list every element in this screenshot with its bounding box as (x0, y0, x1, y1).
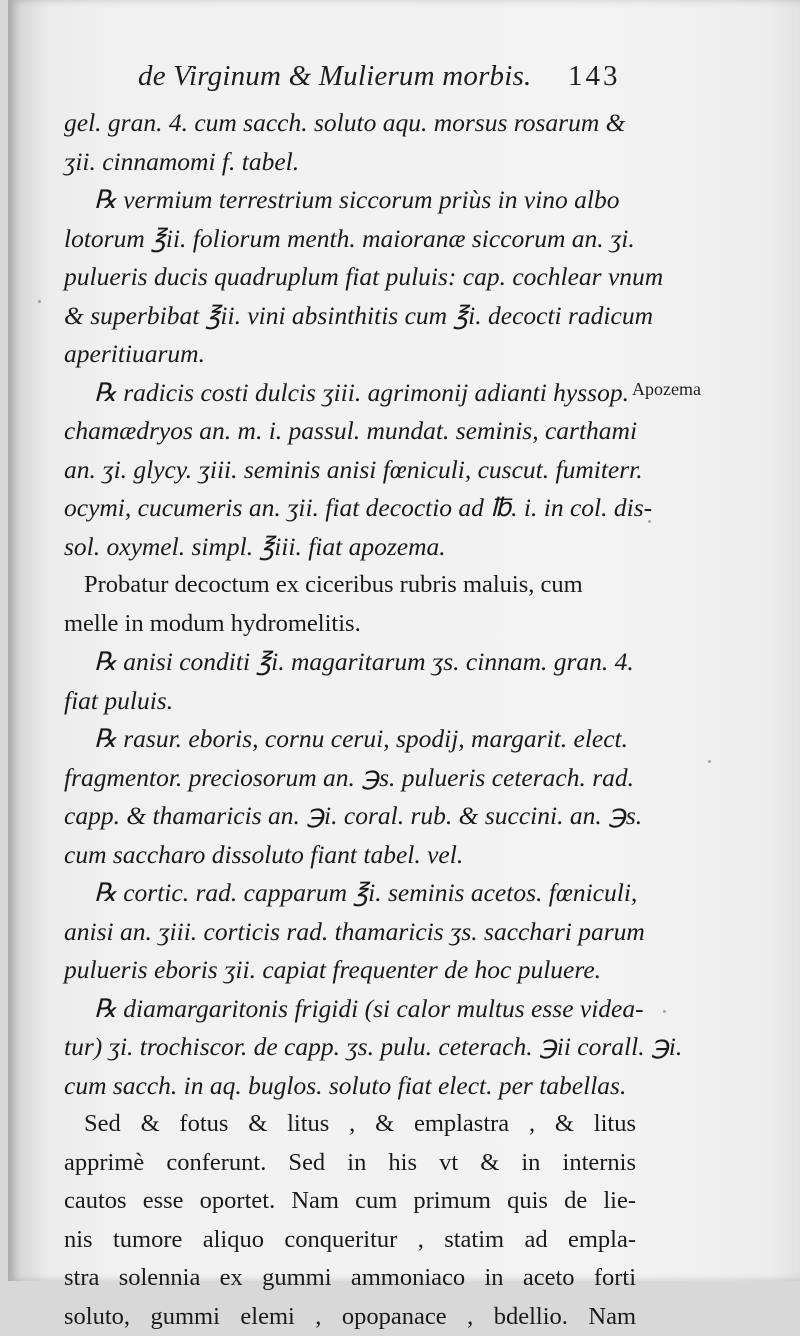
text-line: capp. & thamaricis an. ℈i. coral. rub. & succini. an. ℈s. (64, 797, 636, 836)
page-number: 143 (568, 60, 621, 93)
text-line: stra solennia ex gummi ammoniaco in aceto forti (64, 1259, 636, 1298)
text-line: anisi an. ʒiii. corticis rad. thamaricis ʒs. sacchari parum (64, 913, 636, 952)
text-line: Probatur decoctum ex ciceribus rubris maluis, cum (64, 566, 636, 605)
text-line: aperitiuarum. (64, 335, 636, 374)
text-line: chamædryos an. m. i. passul. mundat. seminis, carthami (64, 412, 636, 451)
text-line: cautos esse oportet. Nam cum primum quis de lie- (64, 1182, 636, 1221)
text-line: ℞ diamargaritonis frigidi (si calor multus esse videa- (64, 990, 636, 1029)
text-line: lotorum ℥ii. foliorum menth. maioranæ siccorum an. ʒi. (64, 220, 636, 259)
text-line: ℞ vermium terrestrium siccorum priùs in vino albo (64, 181, 636, 220)
text-line: ℞ cortic. rad. capparum ℥i. seminis acetos. fœniculi, (64, 874, 636, 913)
text-line: an. ʒi. glycy. ʒiii. seminis anisi fœniculi, cuscut. fumiterr. (64, 451, 636, 490)
text-line: ℞ anisi conditi ℥i. magaritarum ʒs. cinnam. gran. 4. (64, 643, 636, 682)
text-line: Sed & fotus & litus , & emplastra , & litus (64, 1105, 636, 1144)
ink-speck (663, 1010, 666, 1013)
text-line: nis tumore aliquo conqueritur , statim ad empla- (64, 1221, 636, 1260)
running-title: de Virginum & Mulierum morbis. (138, 60, 531, 93)
ink-speck (38, 300, 41, 303)
text-line: apprimè conferunt. Sed in his vt & in internis (64, 1144, 636, 1183)
text-line: gel. gran. 4. cum sacch. soluto aqu. morsus rosarum & (64, 104, 636, 143)
text-line: sol. oxymel. simpl. ℥iii. fiat apozema. (64, 528, 636, 567)
text-line: & superbibat ℥ii. vini absinthitis cum ℥i. decocti radicum (64, 297, 636, 336)
text-line: pulueris ducis quadruplum fiat puluis: cap. cochlear vnum (64, 258, 636, 297)
text-line: fragmentor. preciosorum an. ℈s. pulueris ceterach. rad. (64, 759, 636, 798)
book-page (8, 0, 800, 1281)
text-line: cum saccharo dissoluto fiant tabel. vel. (64, 836, 636, 875)
text-line: ʒii. cinnamomi f. tabel. (64, 143, 636, 182)
text-line: ℞ radicis costi dulcis ʒiii. agrimonij adianti hyssop. (64, 374, 636, 413)
text-line: pulueris eboris ʒii. capiat frequenter de hoc puluere. (64, 951, 636, 990)
text-line: soluto, gummi elemi , opopanace , bdellio. Nam (64, 1298, 636, 1336)
text-line: cum sacch. in aq. buglos. soluto fiat elect. per tabellas. (64, 1067, 636, 1106)
ink-speck (708, 760, 711, 763)
margin-note: Apozema (632, 379, 701, 400)
text-line: fiat puluis. (64, 682, 636, 721)
text-line: ocymi, cucumeris an. ʒii. fiat decoctio ad ℔. i. in col. dis- (64, 489, 636, 528)
text-line: melle in modum hydromelitis. (64, 605, 636, 644)
body-text (64, 104, 636, 1336)
text-line: tur) ʒi. trochiscor. de capp. ʒs. pulu. ceterach. ℈ii corall. ℈i. (64, 1028, 636, 1067)
text-line: ℞ rasur. eboris, cornu cerui, spodij, margarit. elect. (64, 720, 636, 759)
ink-speck (648, 520, 651, 523)
